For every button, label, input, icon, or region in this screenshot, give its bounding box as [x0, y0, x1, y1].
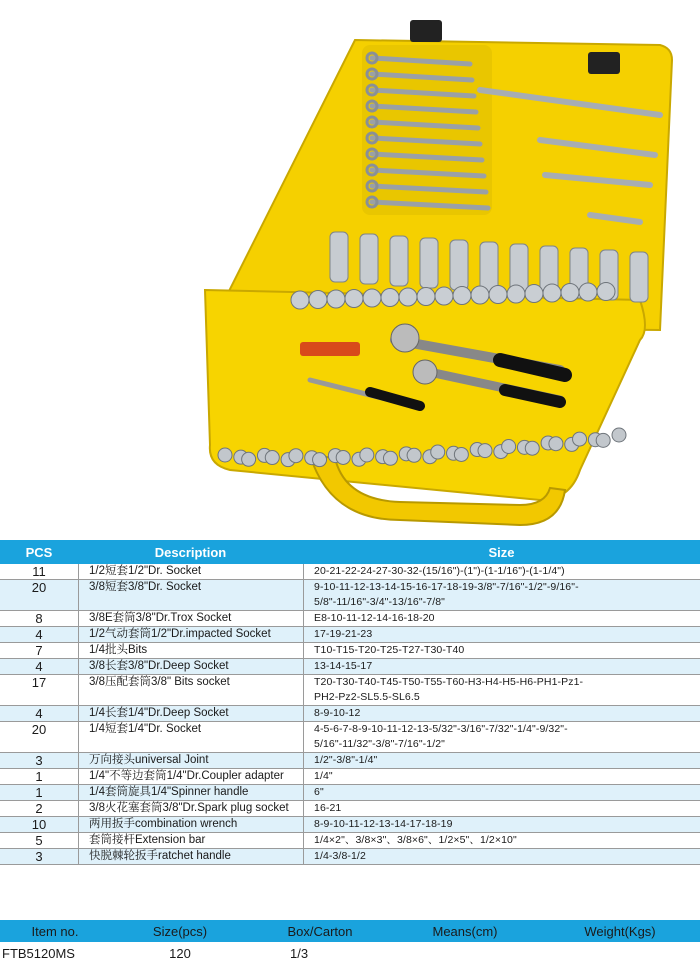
socket [431, 445, 445, 459]
socket [597, 283, 615, 301]
case-latch-left [410, 20, 442, 42]
header-size: Size [488, 544, 515, 560]
row-pcs: 4 [35, 659, 43, 674]
row-description: 3/8压配套筒3/8" Bits socket [78, 675, 303, 705]
row-description: 1/2短套1/2"Dr. Socket [78, 564, 303, 579]
row-size [303, 675, 700, 705]
deep-socket [420, 238, 438, 288]
row-size [303, 785, 700, 800]
socket [454, 447, 468, 461]
row-size-line: 6" [314, 786, 324, 798]
row-description: 两用扳手combination wrench [78, 817, 303, 832]
row-size [303, 643, 700, 658]
row-description: 1/4批头Bits [78, 643, 303, 658]
row-pcs: 11 [32, 564, 46, 579]
socket [360, 448, 374, 462]
row-pcs: 4 [35, 706, 43, 721]
socket [453, 287, 471, 305]
socket [543, 284, 561, 302]
socket [435, 287, 453, 305]
socket [507, 285, 525, 303]
spec-table-row [0, 659, 700, 675]
row-description: 1/4短套1/4"Dr. Socket [78, 722, 303, 752]
row-size-line: 1/4×2"、3/8×3"、3/8×6"、1/2×5"、1/2×10" [314, 834, 517, 846]
header-pcs: PCS [25, 544, 53, 560]
row-pcs: 1 [35, 785, 43, 800]
row-size-line: T10-T15-T20-T25-T27-T30-T40 [314, 644, 465, 656]
socket [309, 291, 327, 309]
row-description: 1/4套筒旋具1/4"Spinner handle [78, 785, 303, 800]
row-size [303, 722, 700, 752]
socket [612, 428, 626, 442]
row-description: 3/8火花塞套筒3/8"Dr.Spark plug socket [78, 801, 303, 816]
row-pcs: 10 [31, 817, 47, 832]
spec-table-row [0, 580, 700, 611]
deep-socket [450, 240, 468, 290]
row-size [303, 706, 700, 721]
socket [265, 451, 279, 465]
row-size [303, 817, 700, 832]
spec-table-row [0, 627, 700, 643]
socket [478, 444, 492, 458]
box-carton-value: 1/3 [290, 945, 309, 961]
spec-table-body [0, 564, 700, 865]
deep-socket [630, 252, 648, 302]
socket [327, 290, 345, 308]
socket [291, 291, 309, 309]
socket [289, 449, 303, 463]
socket [407, 448, 421, 462]
spec-table-row [0, 801, 700, 817]
socket [417, 288, 435, 306]
row-description: 快脱棘轮扳手ratchet handle [78, 849, 303, 864]
row-description: 3/8E套筒3/8"Dr.Trox Socket [78, 611, 303, 626]
socket [313, 453, 327, 467]
item-no-value: FTB5120MS [2, 945, 75, 961]
socket [399, 288, 417, 306]
deep-socket [360, 234, 378, 284]
socket [363, 289, 381, 307]
row-description: 1/2气动套筒1/2"Dr.impacted Socket [78, 627, 303, 642]
row-size-line: 20-21-22-24-27-30-32-(15/16")-(1")-(1-1/16")-(1-1/4") [314, 565, 565, 577]
spec-table-row [0, 753, 700, 769]
row-description: 3/8长套3/8"Dr.Deep Socket [78, 659, 303, 674]
size-pcs-value: 120 [169, 945, 191, 961]
row-pcs: 4 [35, 627, 43, 642]
row-pcs: 5 [35, 833, 43, 848]
spec-table-row [0, 833, 700, 849]
spec-table-row [0, 706, 700, 722]
row-pcs: 8 [35, 611, 43, 626]
row-description: 3/8短套3/8"Dr. Socket [78, 580, 303, 610]
socket [579, 283, 597, 301]
row-description: 1/4长套1/4"Dr.Deep Socket [78, 706, 303, 721]
socket [525, 441, 539, 455]
row-size-line: T20-T30-T40-T45-T50-T55-T60-H3-H4-H5-H6-PH1-Pz1- [314, 676, 584, 688]
row-size-line: 5/8"-11/16"-3/4"-13/16"-7/8" [314, 596, 445, 608]
row-size-line: 13-14-15-17 [314, 660, 373, 672]
socket [596, 433, 610, 447]
row-size [303, 580, 700, 610]
spec-table-row [0, 769, 700, 785]
deep-socket [480, 242, 498, 292]
socket [242, 452, 256, 466]
socket [383, 451, 397, 465]
row-size-line: 1/4-3/8-1/2 [314, 850, 366, 862]
row-pcs: 3 [35, 849, 43, 864]
spec-table-row [0, 675, 700, 706]
row-size-line: PH2-Pz2-SL5.5-SL6.5 [314, 691, 420, 703]
row-pcs: 2 [35, 801, 43, 816]
row-description: 套筒接杆Extension bar [78, 833, 303, 848]
row-pcs: 7 [35, 643, 43, 658]
row-size [303, 564, 700, 579]
socket [345, 290, 363, 308]
row-pcs: 20 [31, 722, 47, 737]
socket [381, 289, 399, 307]
row-pcs: 17 [31, 675, 47, 690]
row-size-line: E8-10-11-12-14-16-18-20 [314, 612, 435, 624]
row-size-line: 8-9-10-11-12-13-14-17-18-19 [314, 818, 453, 830]
spec-table-row [0, 564, 700, 580]
socket [489, 286, 507, 304]
spec-table-header [0, 540, 700, 564]
row-description: 1/4"不等边套筒1/4"Dr.Coupler adapter [78, 769, 303, 784]
socket [573, 432, 587, 446]
spec-table-row [0, 817, 700, 833]
spec-table-row [0, 722, 700, 753]
row-size-line: 5/16"-11/32"-3/8"-7/16"-1/2" [314, 738, 445, 750]
socket [502, 440, 516, 454]
row-size [303, 627, 700, 642]
deep-socket [330, 232, 348, 282]
socket [561, 284, 579, 302]
row-pcs: 1 [35, 769, 43, 784]
packing-table [0, 920, 700, 964]
row-pcs: 20 [31, 580, 47, 595]
socket [549, 437, 563, 451]
bit-holder-strip [300, 342, 360, 356]
spec-table [0, 540, 700, 865]
row-size-line: 4-5-6-7-8-9-10-11-12-13-5/32"-3/16"-7/32"-1/4"-9/32"- [314, 723, 568, 735]
row-size [303, 753, 700, 768]
row-size [303, 849, 700, 864]
row-pcs: 3 [35, 753, 43, 768]
row-size [303, 833, 700, 848]
header-size-pcs: Size(pcs) [152, 923, 208, 939]
row-size-line: 1/4" [314, 770, 333, 782]
header-item-no: Item no. [31, 923, 79, 939]
row-size-line: 8-9-10-12 [314, 707, 361, 719]
packing-table-row [0, 942, 700, 964]
row-size [303, 769, 700, 784]
header-means: Means(cm) [432, 923, 498, 939]
case-latch-right [588, 52, 620, 74]
socket [471, 286, 489, 304]
spec-table-row [0, 849, 700, 865]
row-description: 万向接头universal Joint [78, 753, 303, 768]
socket [525, 285, 543, 303]
row-size-line: 17-19-21-23 [314, 628, 373, 640]
row-size-line: 9-10-11-12-13-14-15-16-17-18-19-3/8"-7/16"-1/2"-9/16"- [314, 581, 579, 593]
deep-socket [390, 236, 408, 286]
row-size-line: 16-21 [314, 802, 342, 814]
header-description: Description [154, 544, 227, 560]
header-weight: Weight(Kgs) [584, 923, 656, 939]
case-base [205, 290, 645, 500]
socket [336, 450, 350, 464]
spec-table-row [0, 643, 700, 659]
header-box-carton: Box/Carton [287, 923, 353, 939]
row-size [303, 659, 700, 674]
spec-table-row [0, 611, 700, 627]
socket [218, 448, 232, 462]
packing-table-header [0, 920, 700, 942]
row-size [303, 611, 700, 626]
row-size-line: 1/2"-3/8"-1/4" [314, 754, 378, 766]
row-size [303, 801, 700, 816]
spec-table-row [0, 785, 700, 801]
